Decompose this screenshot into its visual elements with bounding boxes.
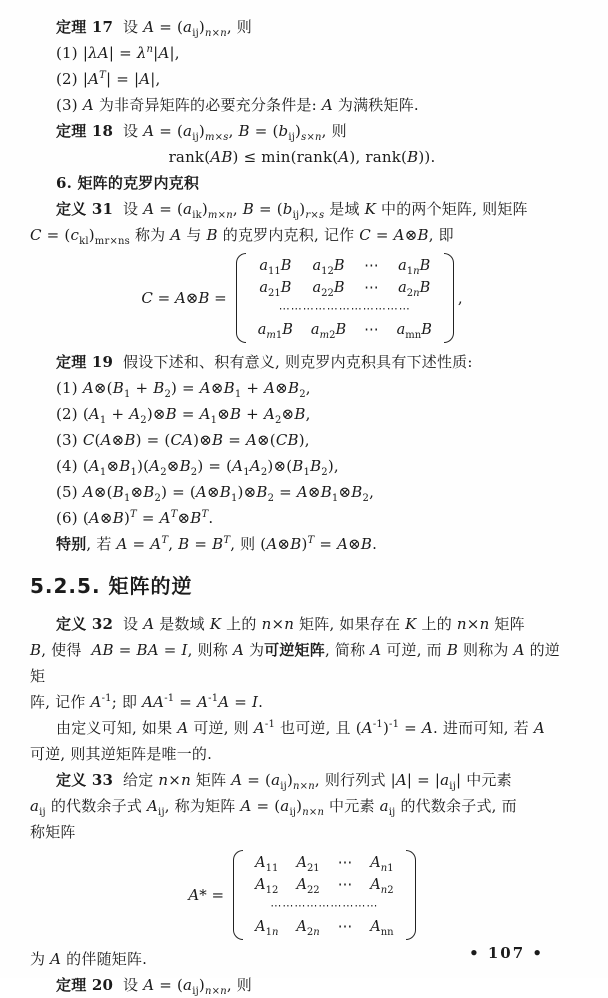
text-line: (2) ($A_1$ + $A_2)\otimes B$ = $A_1\otimes B$ + $A_2\otimes B$, <box>56 405 311 426</box>
text-line: 定义 33 给定 n×n 矩阵 $A = (a_{ij})_{n\times n}$, 则行列式 $|A| = |a_{ij}|$ 中元素 <box>56 771 512 792</box>
text-line: $C = (c_{kl})_{mr\times ns}$ 称为 A 与 B 的克罗内克积, 记作 C = A⊗B, 即 <box>30 226 454 247</box>
left-paren <box>236 253 246 343</box>
text-line: (2) $|A^T| = |A|$, <box>56 70 161 88</box>
text-line: 称矩阵 <box>30 823 76 841</box>
text-line: 定义 31 设 $A = (a_{ik})_{m\times n}$, $B = (b_{ij})_{r\times s}$ 是域 K 中的两个矩阵, 则矩阵 <box>56 200 528 221</box>
matrix-cell: $a_{1n}B$ <box>398 258 431 277</box>
matrix <box>249 255 441 341</box>
text-line: 可逆, 则其逆矩阵是唯一的. <box>30 745 213 763</box>
display-equation <box>30 253 574 343</box>
text-line: 定理 18 设 $A = (a_{ij})_{m\times s}$, $B = (b_{ij})_{s\times n}$, 则 <box>56 122 347 143</box>
equation-lead: C = A⊗B = <box>141 289 227 307</box>
matrix-cell: $A_{11}$ <box>255 855 279 874</box>
text-line: 定理 19 假设下述和、积有意义, 则克罗内克积具有下述性质: <box>56 353 473 371</box>
matrix-cell: $a_{2n}B$ <box>398 280 431 299</box>
matrix-cell: ⋯ <box>337 877 353 893</box>
page-number: • 107 • <box>469 944 544 962</box>
matrix-cell: $a_{12}B$ <box>312 258 345 277</box>
matrix-cell: $A_{21}$ <box>296 855 320 874</box>
matrix <box>246 852 403 938</box>
text-line: (4) $(A_1\otimes B_1)(A_2\otimes B_2)$ = $(A_1A_2)\otimes(B_1B_2)$, <box>56 457 339 478</box>
equation-tail: , <box>457 289 463 307</box>
text-line: (3) C(A⊗B) = (CA)⊗B = A⊗(CB), <box>56 431 310 449</box>
matrix-cell: $a_{mn}B$ <box>396 322 432 341</box>
text-line: 定义 32 设 A 是数域 K 上的 n×n 矩阵, 如果存在 K 上的 n×n 矩阵 <box>56 615 525 633</box>
matrix-cell: $A_{1n}$ <box>255 919 279 938</box>
matrix-cell: $A_{nn}$ <box>370 919 394 938</box>
matrix-dots: ⋯⋯⋯⋯⋯⋯⋯⋯⋯⋯⋯ <box>278 302 411 315</box>
text-line: 特别, 若 $A = A^T$, $B = B^T$, 则 (A⊗B)$^T$ = A⊗B. <box>56 535 378 553</box>
text-line: $a_{ij}$ 的代数余子式 $A_{ij}$, 称为矩阵 $A = (a_{ij})_{n\times n}$ 中元素 $a_{ij}$ 的代数余子式, 而 <box>30 797 517 818</box>
text-line: B, 使得 AB = BA = I, 则称 A 为可逆矩阵, 简称 A 可逆, 而 B 则称为 A 的逆矩 <box>30 641 561 685</box>
text-line: 定理 20 设 $A = (a_{ij})_{n\times n}$, 则 <box>56 976 252 997</box>
matrix-cell: $a_{22}B$ <box>312 280 345 299</box>
text-line: 为 A 的伴随矩阵. <box>30 950 148 968</box>
matrix-cell: $a_{21}B$ <box>259 280 292 299</box>
matrix-cell: ⋯ <box>364 258 379 274</box>
matrix-cell: $A_{12}$ <box>255 877 279 896</box>
right-paren <box>406 850 416 940</box>
text-line: (1) $|\lambda A| = \lambda^n|A|$, <box>56 44 180 62</box>
document-body <box>30 14 574 998</box>
matrix-cell: ⋯ <box>364 280 379 296</box>
matrix-dots: ⋯⋯⋯⋯⋯⋯⋯⋯⋯ <box>270 899 379 912</box>
matrix-cell: ⋯ <box>337 855 353 871</box>
text-line: (6) (A⊗B)$^T$ = $A^T\otimes B^T$. <box>56 509 214 527</box>
matrix-cell: $a_{11}B$ <box>259 258 292 277</box>
matrix-cell: $A_{n2}$ <box>370 877 394 896</box>
right-paren <box>444 253 454 343</box>
section-heading: 5.2.5. 矩阵的逆 <box>30 574 193 598</box>
equation-lead: A* = <box>188 886 225 904</box>
left-paren <box>233 850 243 940</box>
text-line: (1) $A\otimes(B_1 + B_2)$ = $A\otimes B_1$ + $A\otimes B_2$, <box>56 379 311 400</box>
text-line: 定理 17 设 $A = (a_{ij})_{n\times n}$, 则 <box>56 18 252 39</box>
matrix-cell: $a_{m2}B$ <box>310 322 347 341</box>
text-line: (3) A 为非奇异矩阵的必要充分条件是: A 为满秩矩阵. <box>56 96 419 114</box>
text-line: rank(AB) ≤ min(rank(A), rank(B)). <box>168 148 436 166</box>
text-line: 由定义可知, 如果 A 可逆, 则 $A^{-1}$ 也可逆, 且 $(A^{-1})^{-1} = A$. 进而可知, 若 A <box>56 719 545 737</box>
matrix-cell: $A_{n1}$ <box>370 855 394 874</box>
matrix-cell: $A_{22}$ <box>296 877 320 896</box>
matrix-cell: ⋯ <box>337 919 353 935</box>
matrix-cell: $A_{2n}$ <box>296 919 320 938</box>
text-line: 阵, 记作 $A^{-1}$; 即 $AA^{-1} = A^{-1}A = I$. <box>30 693 264 711</box>
text-line: 6. 矩阵的克罗内克积 <box>56 174 200 192</box>
matrix-cell: ⋯ <box>364 322 379 338</box>
text-line: (5) $A\otimes(B_1\otimes B_2)$ = $(A\otimes B_1)\otimes B_2$ = $A\otimes B_1\otimes B_2$, <box>56 483 375 504</box>
matrix-cell: $a_{m1}B$ <box>257 322 293 341</box>
display-equation <box>30 850 574 940</box>
